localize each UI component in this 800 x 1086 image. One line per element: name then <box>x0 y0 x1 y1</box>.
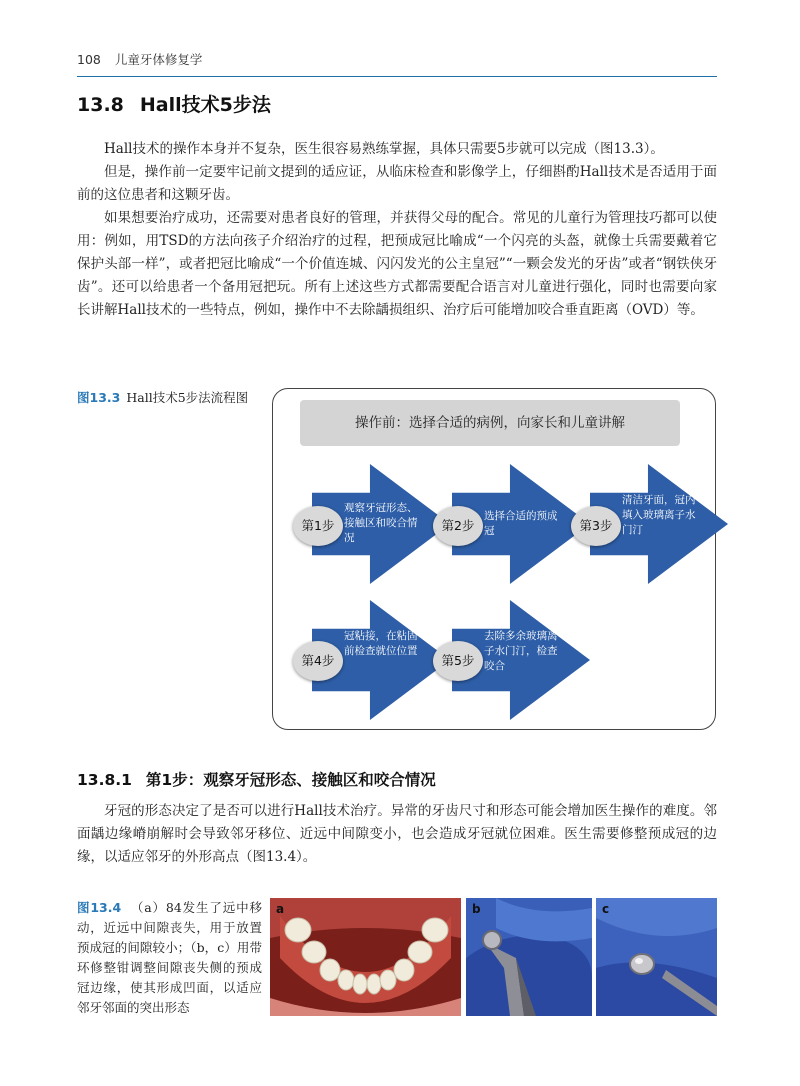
step-5-text: 去除多余玻璃离子水门汀，检查咬合 <box>484 630 558 672</box>
gloved-hand-pliers-illustration <box>466 898 592 1016</box>
photo-a <box>270 898 461 1016</box>
step-3-text: 清洁牙面，冠内填入玻璃离子水门汀 <box>622 494 696 536</box>
step-1-text: 观察牙冠形态、接触区和咬合情况 <box>344 502 418 544</box>
photo-c-label: c <box>602 902 610 916</box>
step-4-badge: 第4步 <box>293 641 343 681</box>
figure-13-4-label: 图13.4 <box>77 900 122 915</box>
figure-13-3-caption-text: Hall技术5步法流程图 <box>126 390 249 405</box>
photo-b-label: b <box>472 902 481 916</box>
dental-arch-illustration <box>270 898 461 1016</box>
subsection-title: 第1步：观察牙冠形态、接触区和咬合情况 <box>145 771 436 789</box>
subsection-paragraph: 牙冠的形态决定了是否可以进行Hall技术治疗。异常的牙齿尺寸和形态可能会增加医生操作的难度。邻面龋边缘嵴崩解时会导致邻牙移位、近远中间隙变小，也会造成牙冠就位困难。医生需要修整预成冠的边缘，以适应邻牙的外形高点（图13.4）。 <box>77 803 717 865</box>
running-header <box>77 50 717 77</box>
photo-a-label: a <box>276 902 285 916</box>
page-number: 108 <box>77 52 101 67</box>
step-4-text: 冠粘接，在粘固前检查就位位置 <box>344 630 418 657</box>
paragraph-3: 如果想要治疗成功，还需要对患者良好的管理，并获得父母的配合。常见的儿童行为管理技巧都可以使用：例如，用TSD的方法向孩子介绍治疗的过程，把预成冠比喻成“一个闪亮的头盔，就像士兵需要戴着它保护头部一样”，或者把冠比喻成“一个价值连城、闪闪发光的公主皇冠”“一颗会发光的牙齿”或者“钢铁侠牙齿”。还可以给患者一个备用冠把玩。所有上述这些方式都需要配合语言对儿童进行强化，同时也需要向家长讲解Hall技术的一些特点，例如，操作中不去除龋损组织、治疗后可能增加咬合垂直距离（OVD）等。 <box>77 210 717 318</box>
figure-13-4-caption-text: （a）84发生了远中移动，近远中间隙丧失，用于放置预成冠的间隙较小；（b，c）用带环修整钳调整间隙丧失侧的预成冠边缘，使其形成凹面，以适应邻牙邻面的突出形态 <box>77 900 262 1015</box>
paragraph-1: Hall技术的操作本身并不复杂，医生很容易熟练掌握，具体只需要5步就可以完成（图13.3）。 <box>104 141 664 157</box>
photo-b <box>466 898 592 1016</box>
pre-step-bar: 操作前：选择合适的病例，向家长和儿童讲解 <box>300 400 680 446</box>
figure-13-4-caption <box>77 898 262 1018</box>
section-number: 13.8 <box>77 94 124 116</box>
step-1-badge: 第1步 <box>293 506 343 546</box>
step-2-text: 选择合适的预成冠 <box>484 510 558 537</box>
photo-c <box>596 898 717 1016</box>
step-5-badge: 第5步 <box>433 641 483 681</box>
figure-13-3-caption <box>77 388 248 408</box>
step-2-badge: 第2步 <box>433 506 483 546</box>
subsection-number: 13.8.1 <box>77 771 132 789</box>
section-heading <box>77 90 271 117</box>
subsection-heading <box>77 768 436 790</box>
figure-13-3-label: 图13.3 <box>77 390 121 405</box>
book-title: 儿童牙体修复学 <box>114 52 203 67</box>
paragraph-2: 但是，操作前一定要牢记前文提到的适应证，从临床检查和影像学上，仔细斟酌Hall技术是否适用于面前的这位患者和这颗牙齿。 <box>77 164 717 203</box>
step-3-badge: 第3步 <box>571 506 621 546</box>
section-title: Hall技术5步法 <box>139 94 271 116</box>
gloved-hand-crown-illustration <box>596 898 717 1016</box>
